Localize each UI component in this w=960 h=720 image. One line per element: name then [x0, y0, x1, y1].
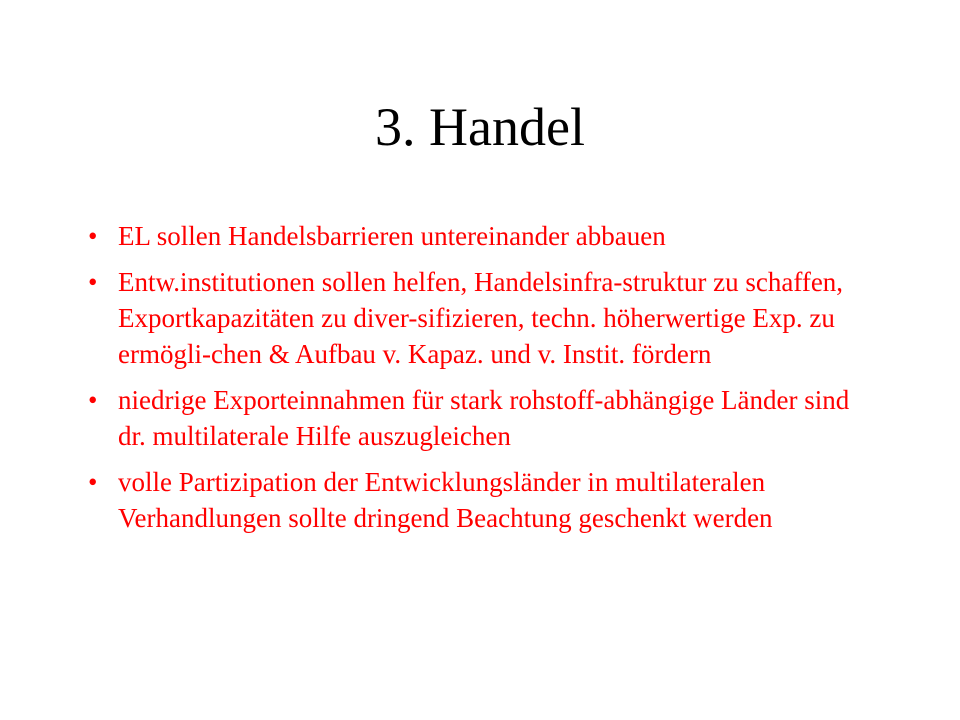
bullet-text: niedrige Exporteinnahmen für stark rohstoff-abhängige Länder sind dr. multilaterale Hilfe auszugleichen	[118, 385, 850, 451]
bullet-text: volle Partizipation der Entwicklungsländer in multilateralen Verhandlungen sollte dringend Beachtung geschenkt werden	[118, 467, 773, 533]
bullet-text: Entw.institutionen sollen helfen, Handelsinfra-struktur zu schaffen, Exportkapazitäten zu diver-sifizieren, techn. höherwertige Exp. zu ermögli-chen & Aufbau v. Kapaz. und v. Instit. fördern	[118, 267, 844, 369]
bullet-item	[88, 464, 878, 536]
bullet-list	[88, 218, 878, 546]
bullet-icon: •	[88, 385, 98, 415]
bullet-icon: •	[88, 221, 98, 251]
bullet-icon: •	[88, 467, 98, 497]
bullet-text: EL sollen Handelsbarrieren untereinander abbauen	[118, 221, 666, 251]
bullet-item	[88, 382, 878, 454]
bullet-item	[88, 264, 878, 372]
bullet-item	[88, 218, 878, 254]
slide-title: 3. Handel	[375, 97, 585, 157]
bullet-icon: •	[88, 267, 98, 297]
